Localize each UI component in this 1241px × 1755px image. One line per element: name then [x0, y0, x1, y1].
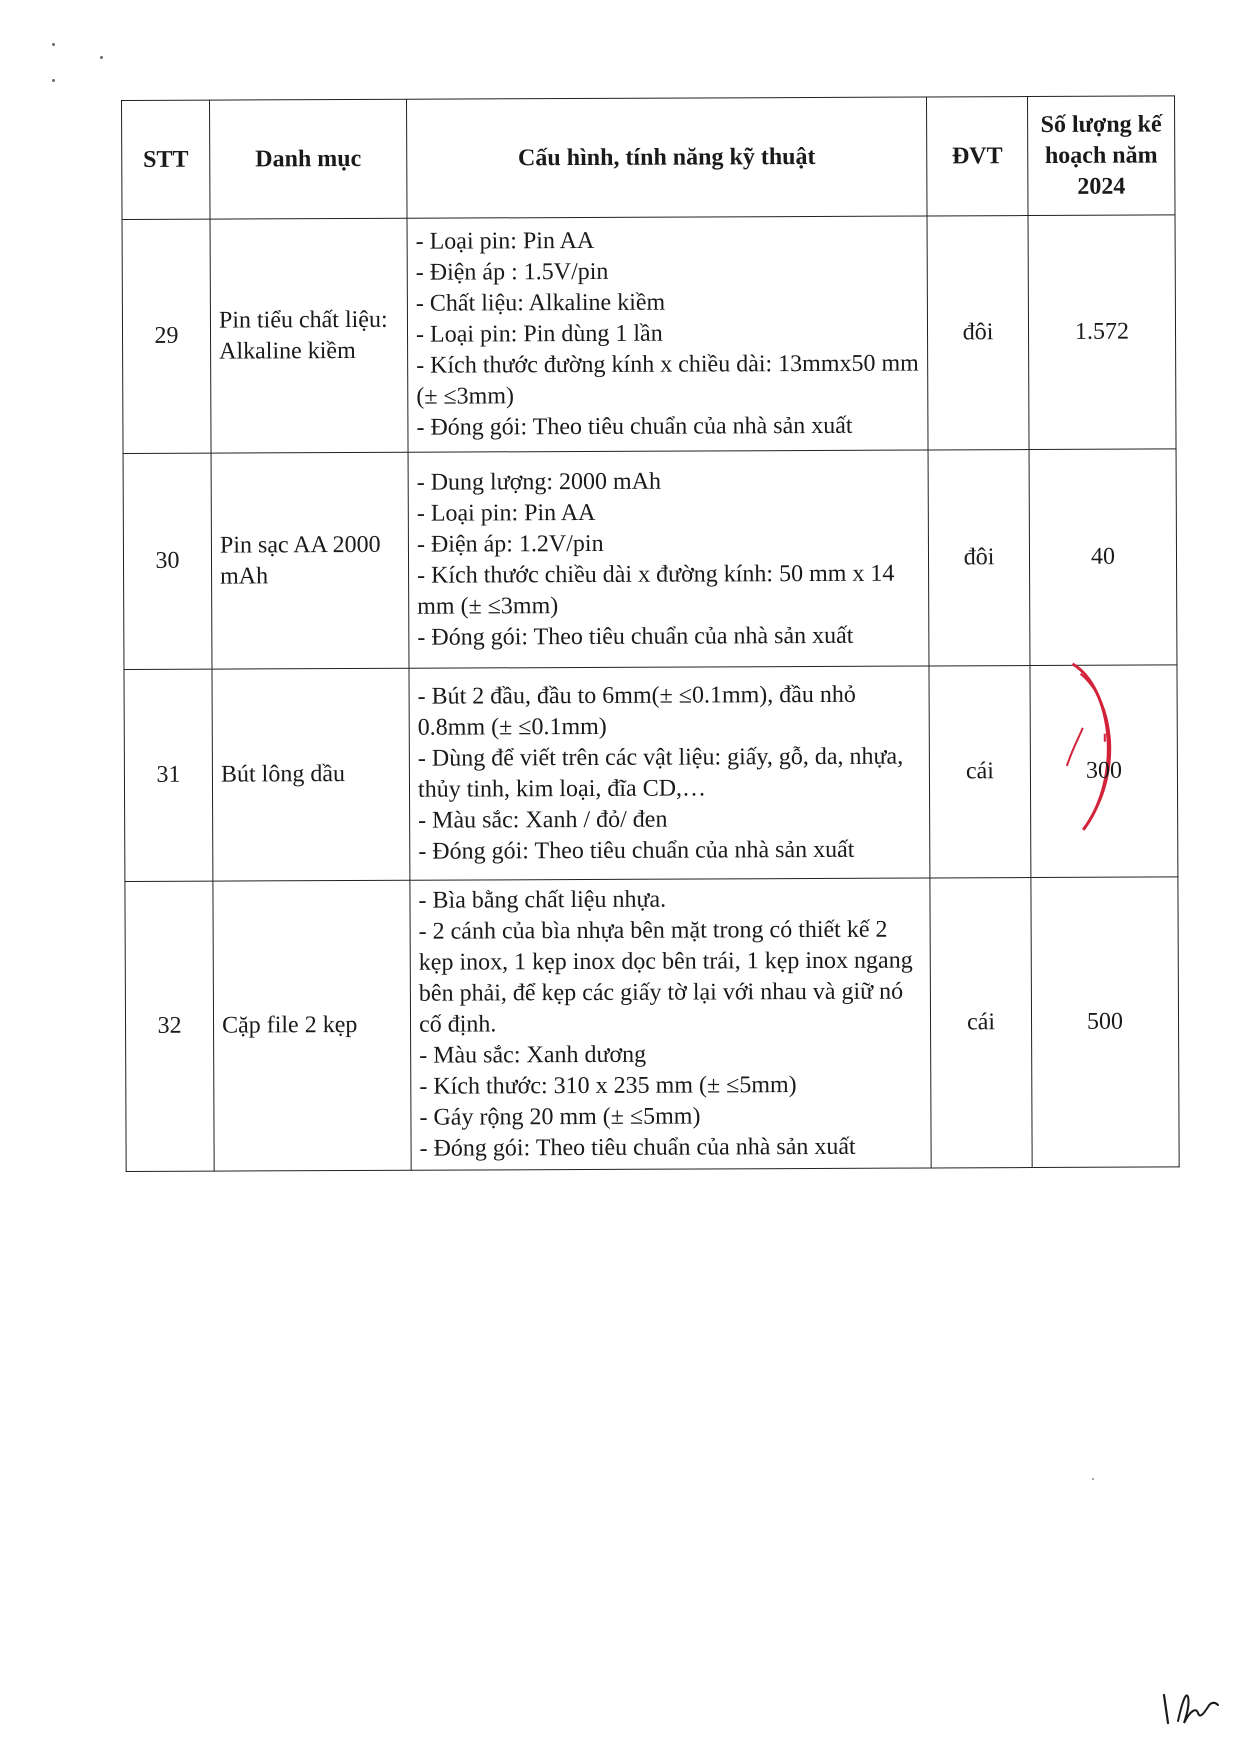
header-stt: STT — [122, 100, 211, 219]
spec-line: - Loại pin: Pin dùng 1 lần — [415, 320, 663, 348]
table-row — [123, 449, 1177, 670]
handwritten-initials — [1160, 1683, 1220, 1733]
header-spec: Cấu hình, tính năng kỹ thuật — [406, 97, 927, 218]
spec-line: - Chất liệu: Alkaline kiềm — [415, 289, 666, 317]
spec-line: - Dùng để viết trên các vật liệu: giấy, gỗ, da, nhựa, thủy tinh, kim loại, đĩa CD,… — [417, 743, 904, 803]
row-stt: 30 — [123, 453, 212, 669]
spec-line: - Đóng gói: Theo tiêu chuẩn của nhà sản xuất — [419, 1133, 856, 1162]
spec-line: - Bút 2 đầu, đầu to 6mm(± ≤0.1mm), đầu nhỏ 0.8mm (± ≤0.1mm) — [417, 681, 856, 741]
stamp-arc — [1072, 664, 1108, 830]
header-qty: Số lượng kế hoạch năm 2024 — [1027, 96, 1175, 216]
table-header-row — [122, 96, 1176, 220]
spec-line: - Đóng gói: Theo tiêu chuẩn của nhà sản xuất — [417, 622, 854, 651]
row-category: Bút lông dầu — [212, 668, 410, 881]
spec-line: - Kích thước chiều dài x đường kính: 50 mm x 14 mm (± ≤3mm) — [417, 560, 895, 620]
row-spec — [409, 666, 930, 880]
row-spec — [407, 216, 928, 452]
row-qty — [1030, 665, 1178, 878]
spec-line: - Màu sắc: Xanh / đỏ/ đen — [418, 806, 668, 834]
row-unit: cái — [929, 666, 1031, 878]
signature-stroke — [1178, 1695, 1218, 1723]
row-stt: 29 — [122, 219, 211, 453]
row-unit: đôi — [928, 450, 1030, 666]
spec-line: - 2 cánh của bìa nhựa bên mặt trong có thiết kế 2 kẹp inox, 1 kẹp inox dọc bên trái, 1 kẹp inox ngang bên phải, để kẹp các giấy tờ lại với nhau và giữ nó cố định. — [418, 916, 913, 1038]
table-row — [122, 215, 1176, 454]
spec-line: - Gáy rộng 20 mm (± ≤5mm) — [419, 1103, 701, 1131]
scan-speck — [1092, 1478, 1094, 1480]
row-qty: 500 — [1031, 877, 1179, 1168]
scan-speck — [52, 79, 55, 82]
spec-line: - Loại pin: Pin AA — [415, 227, 595, 255]
row-spec — [408, 450, 929, 668]
spec-line: - Bìa bằng chất liệu nhựa. — [418, 886, 667, 914]
spec-line: - Điện áp : 1.5V/pin — [415, 258, 609, 286]
row-category: Pin sạc AA 2000 mAh — [211, 452, 409, 669]
row-category: Pin tiểu chất liệu: Alkaline kiềm — [210, 218, 408, 453]
row-unit: đôi — [927, 216, 1029, 450]
table-row — [124, 665, 1178, 882]
signature-stroke — [1164, 1695, 1168, 1723]
spec-line: - Loại pin: Pin AA — [416, 499, 596, 527]
header-category: Danh mục — [210, 99, 408, 219]
stamp-arc — [1081, 674, 1111, 818]
spec-line: - Dung lượng: 2000 mAh — [416, 468, 662, 496]
spec-line: - Kích thước: 310 x 235 mm (± ≤5mm) — [419, 1072, 797, 1100]
row-qty: 1.572 — [1028, 215, 1176, 450]
red-stamp-mark — [1064, 658, 1135, 838]
spec-line: - Kích thước đường kính x chiều dài: 13mmx50 mm (± ≤3mm) — [416, 350, 919, 410]
row-spec — [410, 878, 931, 1170]
row-qty-value: 300 — [1085, 757, 1122, 784]
scan-speck — [52, 43, 55, 46]
spec-line: - Điện áp: 1.2V/pin — [416, 530, 604, 558]
stamp-arc — [1067, 728, 1083, 766]
row-qty: 40 — [1029, 449, 1177, 666]
specification-table — [121, 95, 1180, 1172]
row-category: Cặp file 2 kẹp — [213, 880, 411, 1171]
row-stt: 32 — [125, 881, 214, 1171]
table-row — [125, 877, 1179, 1172]
spec-line: - Màu sắc: Xanh dương — [419, 1041, 647, 1069]
scan-speck — [100, 56, 103, 59]
row-unit: cái — [930, 878, 1032, 1168]
row-stt: 31 — [124, 669, 213, 881]
spec-line: - Đóng gói: Theo tiêu chuẩn của nhà sản xuất — [416, 412, 853, 441]
header-unit: ĐVT — [926, 97, 1028, 216]
spec-line: - Đóng gói: Theo tiêu chuẩn của nhà sản xuất — [418, 836, 855, 865]
